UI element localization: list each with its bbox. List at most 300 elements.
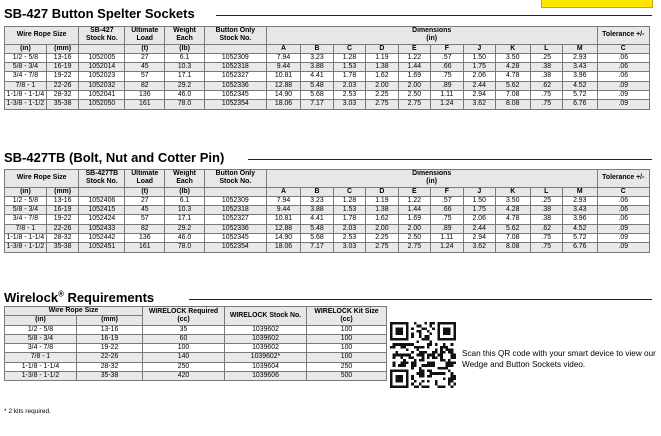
table-row <box>5 100 650 109</box>
table-cell: 1052318 <box>204 206 266 215</box>
header-stock-unit <box>79 187 125 196</box>
table-cell: .57 <box>431 196 463 205</box>
header-t: (t) <box>125 187 165 196</box>
header-dim-col: B <box>301 187 333 196</box>
section-title-wirelock: Wirelock® Requirements <box>4 289 155 305</box>
table-cell: 82 <box>125 81 165 90</box>
header-dim-col: L <box>530 187 562 196</box>
table-cell: 3.50 <box>495 53 530 62</box>
table-cell: .25 <box>530 196 562 205</box>
footnote: * 2 kits required. <box>4 408 51 415</box>
table-cell: 1-1/8 - 1-1/4 <box>5 362 77 371</box>
table-cell: 1039602* <box>225 353 307 362</box>
section-title-sb427: SB-427 Button Spelter Sockets <box>4 6 195 21</box>
header-stock-no: SB-427TB Stock No. <box>79 170 125 188</box>
header-dim-col: F <box>431 44 463 53</box>
header-mm: (mm) <box>46 187 78 196</box>
table-cell: .75 <box>530 234 562 243</box>
table-cell: 1052041 <box>79 91 125 100</box>
table-cell: .89 <box>431 224 463 233</box>
table-cell: .75 <box>530 243 562 252</box>
table-cell: 1052415 <box>79 206 125 215</box>
table-cell: 5/8 - 3/4 <box>5 206 47 215</box>
header-wirelock-kit-size: WIRELOCK Kit Size (cc) <box>307 307 387 326</box>
table-row <box>5 334 387 343</box>
header-mm: (mm) <box>46 44 78 53</box>
table-cell: 1052354 <box>204 100 266 109</box>
table-cell: 3.43 <box>562 206 597 215</box>
table-cell: 2.06 <box>463 72 495 81</box>
table-cell: .75 <box>431 72 463 81</box>
table-cell: .25 <box>530 53 562 62</box>
table-cell: 17.1 <box>165 72 205 81</box>
table-cell: 2.00 <box>398 81 430 90</box>
table-cell: 1.44 <box>398 206 430 215</box>
header-stock-unit <box>79 44 125 53</box>
table-cell: 1.50 <box>463 196 495 205</box>
table-cell: .09 <box>597 243 649 252</box>
header-lb: (lb) <box>165 44 205 53</box>
header-button-only-stock-no: Button Only Stock No. <box>204 27 266 45</box>
header-dim-col: A <box>266 187 301 196</box>
table-cell: 7/8 - 1 <box>5 353 77 362</box>
table-cell: 28-32 <box>46 91 78 100</box>
table-cell: 500 <box>307 372 387 381</box>
table-cell: 78.0 <box>165 100 205 109</box>
table-cell: 3.88 <box>301 63 333 72</box>
table-cell: .09 <box>597 100 649 109</box>
table-cell: 3.03 <box>333 100 365 109</box>
table-cell: 19-22 <box>46 215 78 224</box>
table-cell: 1.38 <box>366 63 398 72</box>
table-cell: 7/8 - 1 <box>5 224 47 233</box>
header-dimensions: Dimensions (in) <box>266 170 597 188</box>
table-cell: 13-16 <box>46 53 78 62</box>
table-row <box>5 53 650 62</box>
table-cell: 1.19 <box>366 53 398 62</box>
table-cell: 10.81 <box>266 72 301 81</box>
table-cell: .62 <box>530 81 562 90</box>
table-cell: 27 <box>125 196 165 205</box>
table-cell: 18.06 <box>266 100 301 109</box>
table-cell: .62 <box>530 224 562 233</box>
table-cell: 2.00 <box>398 224 430 233</box>
header-dim-col: B <box>301 44 333 53</box>
table-cell: 140 <box>143 353 225 362</box>
header-button-only-stock-no: Button Only Stock No. <box>204 170 266 188</box>
table-cell: .38 <box>530 63 562 72</box>
table-cell: 1.69 <box>398 72 430 81</box>
table-cell: 100 <box>307 334 387 343</box>
table-cell: 250 <box>143 362 225 371</box>
table-row <box>5 372 387 381</box>
table-cell: 46.0 <box>165 234 205 243</box>
header-wire-rope-size: Wire Rope Size <box>5 307 143 316</box>
table-cell: 4.52 <box>562 81 597 90</box>
sb427tb-table-body <box>5 196 650 252</box>
table-cell: 2.75 <box>398 243 430 252</box>
table-cell: 161 <box>125 100 165 109</box>
table-cell: 1.19 <box>366 196 398 205</box>
header-dim-col: K <box>495 187 530 196</box>
table-cell: 1052406 <box>79 196 125 205</box>
header-tolerance: Tolerance +/- <box>597 170 649 188</box>
table-cell: .06 <box>597 72 649 81</box>
header-dim-col: J <box>463 187 495 196</box>
table-cell: 136 <box>125 91 165 100</box>
table-cell: 1052309 <box>204 196 266 205</box>
section-rule <box>248 159 652 160</box>
table-cell: .38 <box>530 215 562 224</box>
table-cell: 161 <box>125 243 165 252</box>
table-cell: .38 <box>530 72 562 81</box>
table-cell: 1-3/8 - 1-1/2 <box>5 243 47 252</box>
table-cell: 7.94 <box>266 196 301 205</box>
table-cell: .06 <box>597 196 649 205</box>
table-row <box>5 234 650 243</box>
table-cell: 4.41 <box>301 72 333 81</box>
table-cell: 28-32 <box>46 234 78 243</box>
table-cell: 3.43 <box>562 63 597 72</box>
table-cell: 1052309 <box>204 53 266 62</box>
table-cell: 100 <box>307 325 387 334</box>
table-cell: 4.52 <box>562 224 597 233</box>
table-cell: 3.62 <box>463 100 495 109</box>
table-cell: 1039604 <box>225 362 307 371</box>
table-cell: 1052318 <box>204 63 266 72</box>
table-cell: 18.06 <box>266 243 301 252</box>
table-cell: 100 <box>307 344 387 353</box>
header-dim-col: L <box>530 44 562 53</box>
table-cell: 9.44 <box>266 63 301 72</box>
sb427-spec-table <box>4 26 650 110</box>
table-row <box>5 344 387 353</box>
header-dim-col: E <box>398 187 430 196</box>
table-cell: 1.22 <box>398 53 430 62</box>
table-cell: 1.62 <box>366 72 398 81</box>
table-cell: 1.28 <box>333 196 365 205</box>
table-cell: 4.78 <box>495 72 530 81</box>
table-cell: 2.53 <box>333 91 365 100</box>
table-cell: 17.1 <box>165 215 205 224</box>
table-cell: 136 <box>125 234 165 243</box>
table-cell: 9.44 <box>266 206 301 215</box>
table-cell: 5.68 <box>301 234 333 243</box>
table-cell: 10.3 <box>165 63 205 72</box>
table-row <box>5 72 650 81</box>
table-cell: 1-3/8 - 1-1/2 <box>5 372 77 381</box>
table-cell: 4.28 <box>495 63 530 72</box>
table-cell: 1-1/8 - 1-1/4 <box>5 234 47 243</box>
table-cell: 3.50 <box>495 196 530 205</box>
table-cell: 6.76 <box>562 100 597 109</box>
table-cell: 2.93 <box>562 53 597 62</box>
table-cell: .75 <box>431 215 463 224</box>
table-cell: 1052354 <box>204 243 266 252</box>
table-cell: 35-38 <box>77 372 143 381</box>
table-cell: 16-19 <box>77 334 143 343</box>
table-cell: 1/2 - 5/8 <box>5 53 47 62</box>
table-cell: 1.22 <box>398 196 430 205</box>
table-cell: 250 <box>307 362 387 371</box>
section-rule <box>189 299 652 300</box>
table-cell: 7.17 <box>301 100 333 109</box>
sb427-table-body <box>5 53 650 109</box>
table-cell: 7.94 <box>266 53 301 62</box>
table-cell: 3.96 <box>562 72 597 81</box>
table-cell: .89 <box>431 81 463 90</box>
table-cell: 3.03 <box>333 243 365 252</box>
wirelock-table-body <box>5 325 387 381</box>
table-cell: 2.25 <box>366 234 398 243</box>
table-cell: 8.08 <box>495 100 530 109</box>
table-row <box>5 206 650 215</box>
table-cell: 2.03 <box>333 224 365 233</box>
header-mm: (mm) <box>77 316 143 325</box>
header-lb: (lb) <box>165 187 205 196</box>
yellow-tab-decoration <box>541 0 653 8</box>
table-row <box>5 81 650 90</box>
header-dim-col: D <box>366 187 398 196</box>
table-cell: .38 <box>530 206 562 215</box>
table-cell: 1.75 <box>463 63 495 72</box>
table-cell: 1.78 <box>333 215 365 224</box>
table-cell: 4.28 <box>495 206 530 215</box>
table-cell: 1/2 - 5/8 <box>5 325 77 334</box>
table-cell: 1.75 <box>463 206 495 215</box>
table-cell: 1052345 <box>204 234 266 243</box>
header-in: (in) <box>5 316 77 325</box>
table-cell: 1-3/8 - 1-1/2 <box>5 100 47 109</box>
header-t: (t) <box>125 44 165 53</box>
header-dim-col: J <box>463 44 495 53</box>
table-cell: 13-16 <box>77 325 143 334</box>
table-cell: 1052336 <box>204 81 266 90</box>
table-cell: 100 <box>307 353 387 362</box>
table-cell: .06 <box>597 63 649 72</box>
table-cell: 2.25 <box>366 91 398 100</box>
header-dim-col: C <box>333 44 365 53</box>
table-row <box>5 215 650 224</box>
header-in: (in) <box>5 44 47 53</box>
table-cell: 22-26 <box>77 353 143 362</box>
table-cell: 14.90 <box>266 234 301 243</box>
table-cell: 100 <box>143 344 225 353</box>
table-cell: 2.75 <box>398 100 430 109</box>
header-button-unit <box>204 44 266 53</box>
table-cell: 2.94 <box>463 91 495 100</box>
table-cell: 2.93 <box>562 196 597 205</box>
table-cell: 13-16 <box>46 196 78 205</box>
table-cell: 1.78 <box>333 72 365 81</box>
table-cell: 2.06 <box>463 215 495 224</box>
table-cell: 1052327 <box>204 72 266 81</box>
table-cell: 1.11 <box>431 91 463 100</box>
table-row <box>5 91 650 100</box>
table-cell: 5.72 <box>562 91 597 100</box>
table-cell: 8.08 <box>495 243 530 252</box>
table-cell: 1/2 - 5/8 <box>5 196 47 205</box>
table-cell: 16-19 <box>46 206 78 215</box>
table-cell: 7.08 <box>495 91 530 100</box>
table-cell: 78.0 <box>165 243 205 252</box>
table-cell: 1.53 <box>333 63 365 72</box>
table-cell: 7.17 <box>301 243 333 252</box>
table-cell: .66 <box>431 206 463 215</box>
header-tolerance: Tolerance +/- <box>597 27 649 45</box>
header-ultimate-load: Ultimate Load <box>125 170 165 188</box>
header-in: (in) <box>5 187 47 196</box>
table-cell: 1052050 <box>79 100 125 109</box>
header-button-unit <box>204 187 266 196</box>
table-cell: 5.72 <box>562 234 597 243</box>
table-cell: .09 <box>597 81 649 90</box>
table-cell: 19-22 <box>46 72 78 81</box>
table-cell: 5/8 - 3/4 <box>5 63 47 72</box>
wirelock-table <box>4 306 387 381</box>
table-cell: 5.48 <box>301 224 333 233</box>
table-cell: 12.88 <box>266 81 301 90</box>
table-row <box>5 362 387 371</box>
table-cell: 1.69 <box>398 215 430 224</box>
table-cell: 3/4 - 7/8 <box>5 72 47 81</box>
table-cell: 4.78 <box>495 215 530 224</box>
header-dimensions: Dimensions (in) <box>266 27 597 45</box>
header-ultimate-load: Ultimate Load <box>125 27 165 45</box>
header-tol-col: C <box>597 187 649 196</box>
table-cell: 28-32 <box>77 362 143 371</box>
table-cell: 2.03 <box>333 81 365 90</box>
table-cell: 2.53 <box>333 234 365 243</box>
table-cell: 3.88 <box>301 206 333 215</box>
sb427tb-spec-table <box>4 169 650 253</box>
table-cell: 1052327 <box>204 215 266 224</box>
table-cell: 27 <box>125 53 165 62</box>
table-cell: 1052005 <box>79 53 125 62</box>
table-cell: 12.88 <box>266 224 301 233</box>
table-cell: 2.75 <box>366 243 398 252</box>
table-cell: 22-26 <box>46 224 78 233</box>
table-cell: 6.1 <box>165 196 205 205</box>
header-dim-col: M <box>562 187 597 196</box>
table-row <box>5 63 650 72</box>
header-dim-col: C <box>333 187 365 196</box>
table-cell: .06 <box>597 206 649 215</box>
table-cell: 3.23 <box>301 196 333 205</box>
table-cell: 1.62 <box>366 215 398 224</box>
table-cell: 1-1/8 - 1-1/4 <box>5 91 47 100</box>
table-cell: .75 <box>530 91 562 100</box>
table-cell: 14.90 <box>266 91 301 100</box>
table-cell: 2.50 <box>398 234 430 243</box>
table-cell: 6.1 <box>165 53 205 62</box>
header-dim-col: D <box>366 44 398 53</box>
table-cell: 1052442 <box>79 234 125 243</box>
table-cell: 2.75 <box>366 100 398 109</box>
header-dim-col: M <box>562 44 597 53</box>
header-dim-col: F <box>431 187 463 196</box>
table-cell: 1052023 <box>79 72 125 81</box>
table-cell: 2.00 <box>366 81 398 90</box>
table-cell: 3/4 - 7/8 <box>5 344 77 353</box>
table-cell: 1052433 <box>79 224 125 233</box>
header-weight-each: Weight Each <box>165 170 205 188</box>
table-cell: 5.62 <box>495 224 530 233</box>
header-dim-col: K <box>495 44 530 53</box>
table-row <box>5 243 650 252</box>
table-cell: 57 <box>125 215 165 224</box>
table-cell: 1.50 <box>463 53 495 62</box>
table-cell: .66 <box>431 63 463 72</box>
table-cell: 1052345 <box>204 91 266 100</box>
table-cell: 1039606 <box>225 372 307 381</box>
table-cell: .57 <box>431 53 463 62</box>
table-cell: 1.28 <box>333 53 365 62</box>
table-cell: 1.53 <box>333 206 365 215</box>
header-tol-col: C <box>597 44 649 53</box>
table-cell: 5/8 - 3/4 <box>5 334 77 343</box>
table-cell: .09 <box>597 224 649 233</box>
table-cell: 46.0 <box>165 91 205 100</box>
table-cell: 3.23 <box>301 53 333 62</box>
table-cell: .06 <box>597 53 649 62</box>
table-cell: 45 <box>125 206 165 215</box>
table-cell: 35-38 <box>46 243 78 252</box>
qr-code-icon[interactable] <box>390 322 456 388</box>
header-wirelock-stock-no: WIRELOCK Stock No. <box>225 307 307 326</box>
header-dim-col: E <box>398 44 430 53</box>
section-title-sb427tb: SB-427TB (Bolt, Nut and Cotter Pin) <box>4 150 225 165</box>
table-cell: 1.11 <box>431 234 463 243</box>
table-cell: 3.62 <box>463 243 495 252</box>
header-wirelock-required: WIRELOCK Required (cc) <box>143 307 225 326</box>
table-row <box>5 196 650 205</box>
table-cell: .09 <box>597 91 649 100</box>
table-cell: 5.62 <box>495 81 530 90</box>
table-cell: 57 <box>125 72 165 81</box>
table-cell: 35 <box>143 325 225 334</box>
table-cell: 1052336 <box>204 224 266 233</box>
table-cell: 6.76 <box>562 243 597 252</box>
table-cell: 3/4 - 7/8 <box>5 215 47 224</box>
header-wire-rope-size: Wire Rope Size <box>5 170 79 188</box>
table-cell: 10.81 <box>266 215 301 224</box>
table-cell: 16-19 <box>46 63 78 72</box>
section-rule <box>216 15 652 16</box>
table-cell: 1052014 <box>79 63 125 72</box>
table-cell: 1.44 <box>398 63 430 72</box>
table-cell: 1052424 <box>79 215 125 224</box>
table-cell: 1.38 <box>366 206 398 215</box>
table-row <box>5 224 650 233</box>
table-cell: 7/8 - 1 <box>5 81 47 90</box>
table-cell: 3.96 <box>562 215 597 224</box>
header-dim-col: A <box>266 44 301 53</box>
table-cell: 1039602 <box>225 334 307 343</box>
header-weight-each: Weight Each <box>165 27 205 45</box>
table-cell: 29.2 <box>165 224 205 233</box>
table-cell: 2.94 <box>463 234 495 243</box>
table-cell: .09 <box>597 234 649 243</box>
table-row <box>5 353 387 362</box>
table-cell: 5.48 <box>301 81 333 90</box>
table-cell: 420 <box>143 372 225 381</box>
header-stock-no: SB-427 Stock No. <box>79 27 125 45</box>
table-cell: 10.3 <box>165 206 205 215</box>
qr-caption: Scan this QR code with your smart device to view our Wedge and Button Sockets video. <box>462 349 656 369</box>
table-cell: 2.44 <box>463 81 495 90</box>
table-cell: 1.24 <box>431 100 463 109</box>
